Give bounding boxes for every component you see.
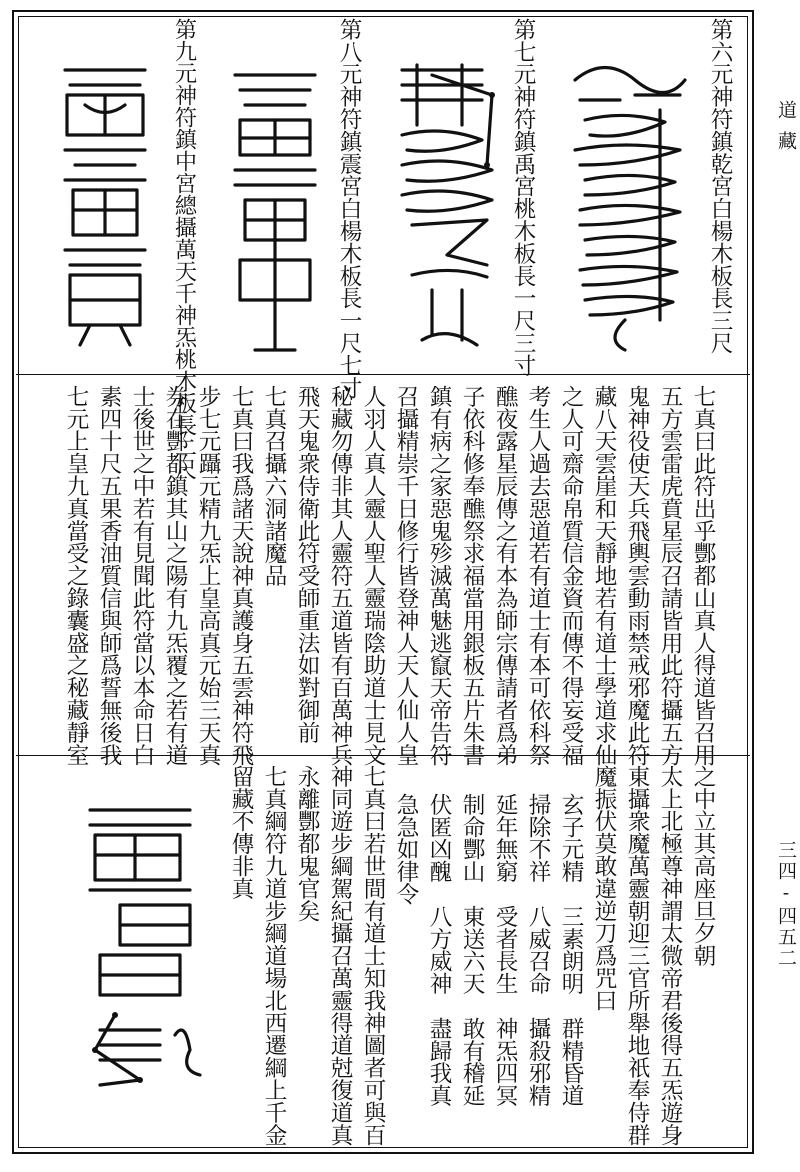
text-column: 永離酆都鬼官矣 <box>294 765 320 922</box>
talisman-caption-6: 第六元神符鎮乾宮白楊木板長三尺 <box>707 18 733 354</box>
text-column: 士後世之中若有見聞此符當以本命日白 <box>129 385 155 766</box>
text-column: 召攝精崇千日修行皆登神人天人仙人皇 <box>393 385 419 766</box>
text-column: 七元上皇九真當受之錄囊盛之秘藏靜室 <box>63 385 89 766</box>
text-column: 素四十尺五果香油質信與師爲誓無後我 <box>96 385 122 766</box>
text-column: 鎮有病之家惡鬼殄滅萬魅逃竄天帝告符 <box>426 385 452 766</box>
incantation-line: 制命酆山 東送六天 敢有稽延 <box>459 793 485 1107</box>
text-column: 東攝衆魔萬靈朝迎三官所舉地祇奉侍群 <box>624 765 650 1146</box>
text-column: 飛天鬼衆侍衛此符受師重法如對御前 <box>294 385 320 744</box>
section-divider-1 <box>16 374 750 375</box>
text-column: 考生人過去惡道若有道士有本可依科祭 <box>525 385 551 766</box>
talisman-caption-7: 第七元神符鎮禹宮桃木板長一尺三寸 <box>510 18 536 377</box>
talisman-7-icon <box>392 55 502 355</box>
text-column: 七真綱符九道步綱道場北西遷綱上千金 <box>261 765 287 1146</box>
text-column: 人羽人真人靈人聖人靈瑞陰助道士見文 <box>360 385 386 766</box>
text-column: 醮夜露星辰傳之有本為師宗傳請者爲弟 <box>492 385 518 766</box>
text-column: 券在酆都鎮其山之陽有九炁覆之若有道 <box>162 385 188 766</box>
text-column: 七真曰此符出乎酆都山真人得道皆召用 <box>690 385 716 766</box>
text-column: 神同遊步綱駕紀攝召萬靈得道尅復道真 <box>327 765 353 1146</box>
text-column: 子依科修奉醮祭求福當用銀板五片朱書 <box>459 385 485 766</box>
talisman-10-icon <box>60 780 210 1100</box>
book-title-label: 道藏 <box>775 100 797 162</box>
incantation-line: 延年無窮 受者長生 神炁四冥 <box>492 793 518 1107</box>
text-column: 之中立其高座旦夕朝 <box>690 765 716 967</box>
text-column: 七真曰若世間有道士知我神圖者可與百 <box>360 765 386 1146</box>
talisman-8-icon <box>225 60 325 360</box>
incantation-line: 急急如律令 <box>393 793 419 905</box>
talisman-6-icon <box>565 50 690 360</box>
page-number-label: 三四-四五二 <box>775 840 797 969</box>
text-column: 秘藏勿傳非其人靈符五道皆有百萬神兵 <box>327 385 353 766</box>
text-column: 五方雲雷虎賁星辰召請皆用此符攝五方 <box>657 385 683 766</box>
talisman-9-icon <box>55 60 155 350</box>
text-column: 鬼神役使天兵飛輿雲動雨禁戒邪魔此符 <box>624 385 650 766</box>
text-column: 步七元躡元精九炁上皇高真元始三天真 <box>195 385 221 766</box>
talisman-caption-8: 第八元神符鎮震宮白楊木板長一尺七寸 <box>336 18 362 399</box>
text-column: 之人可齋命帛質信金資而傳不得妄受福 <box>558 385 584 766</box>
incantation-line: 玄子元精 三素朗明 群精昏道 <box>558 793 584 1107</box>
text-column: 魔振伏莫敢違逆刀爲咒曰 <box>591 765 617 1012</box>
text-column: 藏八天雲崖和天靜地若有道士學道求仙 <box>591 385 617 766</box>
section-heading: 七真召攝六洞諸魔品 <box>261 385 287 587</box>
incantation-line: 掃除不祥 八威召命 攝殺邪精 <box>525 793 551 1107</box>
text-column: 留藏不傳非真 <box>228 765 254 900</box>
incantation-line: 伏匿凶醜 八方威神 盡歸我真 <box>426 793 452 1107</box>
talisman-caption-9: 第九元神符鎮中宮總攝萬天千神炁桃木板長二尺 <box>171 18 197 480</box>
text-column: 七真曰我爲諸天說神真護身五雲神符飛 <box>228 385 254 766</box>
text-column: 太上北極尊神謂太微帝君後得五炁遊身 <box>657 765 683 1146</box>
